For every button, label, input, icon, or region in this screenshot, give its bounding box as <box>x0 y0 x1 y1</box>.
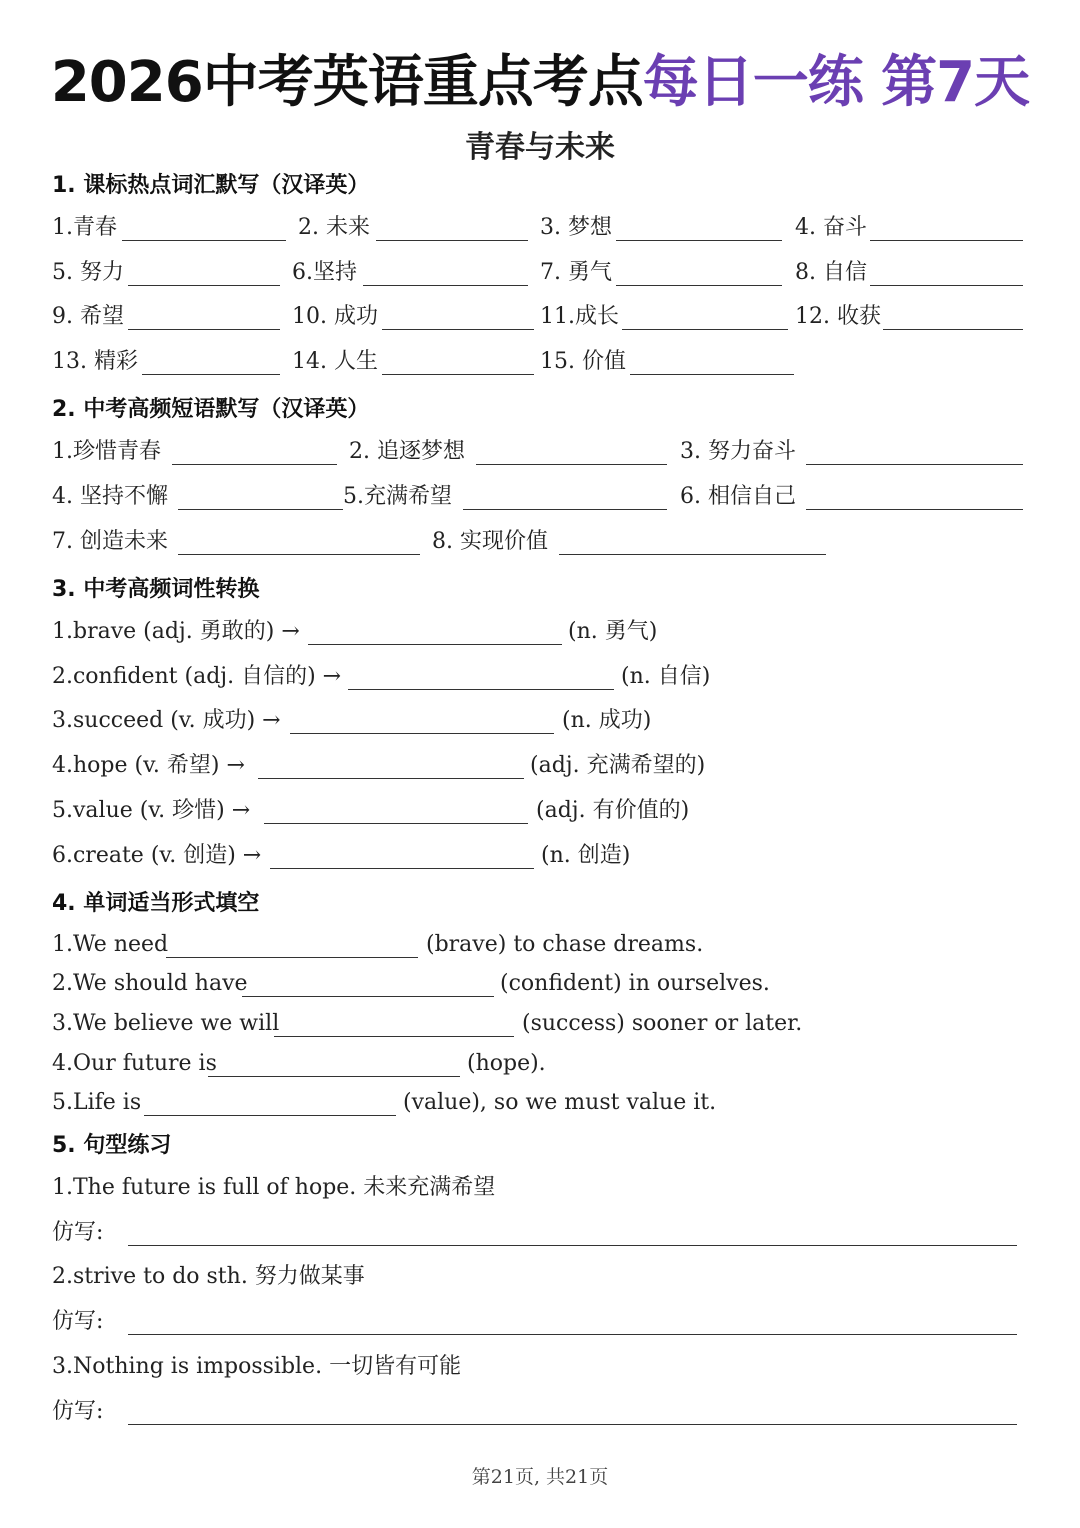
page-title <box>0 48 1080 118</box>
answer-blank[interactable] <box>166 957 418 958</box>
conversion-hint: (adj. 有价值的) <box>536 798 690 823</box>
title-part2: 每日一练 第7天 <box>642 50 1030 115</box>
answer-blank[interactable] <box>142 374 280 375</box>
conversion-hint: (n. 创造) <box>541 843 631 868</box>
answer-blank[interactable] <box>622 329 788 330</box>
answer-blank[interactable] <box>242 996 494 997</box>
vocab-item: 14. 人生 <box>292 349 378 374</box>
phrase-item: 6. 相信自己 <box>680 484 796 509</box>
fill-hint: (hope). <box>467 1051 546 1076</box>
section3-heading: 3. 中考高频词性转换 <box>52 577 260 602</box>
writing-line[interactable] <box>128 1245 1017 1246</box>
fill-prompt: 4.Our future is <box>52 1051 217 1076</box>
answer-blank[interactable] <box>122 240 286 241</box>
answer-blank[interactable] <box>806 464 1023 465</box>
section4-heading: 4. 单词适当形式填空 <box>52 891 260 916</box>
answer-blank[interactable] <box>178 554 420 555</box>
conversion-hint: (n. 成功) <box>562 708 652 733</box>
pattern-sentence: 2.strive to do sth. 努力做某事 <box>52 1264 365 1289</box>
vocab-item: 11.成长 <box>540 304 619 329</box>
answer-blank[interactable] <box>476 464 667 465</box>
answer-blank[interactable] <box>382 329 534 330</box>
vocab-item: 15. 价值 <box>540 349 626 374</box>
answer-blank[interactable] <box>270 868 534 869</box>
vocab-item: 12. 收获 <box>795 304 881 329</box>
answer-blank[interactable] <box>178 509 343 510</box>
conversion-hint: (n. 自信) <box>621 664 711 689</box>
vocab-item: 5. 努力 <box>52 260 124 285</box>
fill-prompt: 1.We need <box>52 932 169 957</box>
vocab-item: 8. 自信 <box>795 260 867 285</box>
section2-heading: 2. 中考高频短语默写（汉译英） <box>52 397 370 422</box>
answer-blank[interactable] <box>376 240 528 241</box>
answer-blank[interactable] <box>308 644 562 645</box>
section5-heading: 5. 句型练习 <box>52 1133 172 1158</box>
vocab-item: 7. 勇气 <box>540 260 612 285</box>
answer-blank[interactable] <box>172 464 337 465</box>
conversion-prompt: 4.hope (v. 希望) → <box>52 753 245 778</box>
answer-blank[interactable] <box>630 374 794 375</box>
answer-blank[interactable] <box>274 1036 514 1037</box>
fill-prompt: 3.We believe we will <box>52 1011 280 1036</box>
answer-blank[interactable] <box>870 240 1023 241</box>
page-subtitle: 青春与未来 <box>465 130 615 165</box>
page-footer: 第21页, 共21页 <box>471 1466 609 1488</box>
answer-blank[interactable] <box>382 374 534 375</box>
vocab-item: 9. 希望 <box>52 304 124 329</box>
vocab-item: 2. 未来 <box>298 215 370 240</box>
fill-hint: (success) sooner or later. <box>522 1011 803 1036</box>
section1-heading: 1. 课标热点词汇默写（汉译英） <box>52 173 370 198</box>
conversion-hint: (adj. 充满希望的) <box>530 753 706 778</box>
vocab-item: 4. 奋斗 <box>795 215 867 240</box>
phrase-item: 8. 实现价值 <box>432 529 548 554</box>
conversion-prompt: 3.succeed (v. 成功) → <box>52 708 281 733</box>
vocab-item: 3. 梦想 <box>540 215 612 240</box>
phrase-item: 5.充满希望 <box>343 484 452 509</box>
vocab-item: 10. 成功 <box>292 304 378 329</box>
answer-blank[interactable] <box>363 285 528 286</box>
fill-prompt: 2.We should have <box>52 971 248 996</box>
pattern-sentence: 1.The future is full of hope. 未来充满希望 <box>52 1175 496 1200</box>
vocab-item: 1.青春 <box>52 215 117 240</box>
vocab-item: 13. 精彩 <box>52 349 138 374</box>
phrase-item: 1.珍惜青春 <box>52 439 161 464</box>
conversion-prompt: 6.create (v. 创造) → <box>52 843 262 868</box>
conversion-prompt: 2.confident (adj. 自信的) → <box>52 664 342 689</box>
title-part1: 2026中考英语重点考点 <box>50 50 643 115</box>
imitate-label: 仿写: <box>52 1309 104 1334</box>
imitate-label: 仿写: <box>52 1220 104 1245</box>
conversion-prompt: 1.brave (adj. 勇敢的) → <box>52 619 300 644</box>
answer-blank[interactable] <box>806 509 1023 510</box>
writing-line[interactable] <box>128 1334 1017 1335</box>
answer-blank[interactable] <box>258 778 524 779</box>
vocab-item: 6.坚持 <box>292 260 357 285</box>
answer-blank[interactable] <box>348 689 614 690</box>
answer-blank[interactable] <box>144 1115 396 1116</box>
answer-blank[interactable] <box>616 285 782 286</box>
answer-blank[interactable] <box>128 285 280 286</box>
fill-hint: (value), so we must value it. <box>403 1090 717 1115</box>
answer-blank[interactable] <box>290 733 554 734</box>
writing-line[interactable] <box>128 1424 1017 1425</box>
answer-blank[interactable] <box>463 509 667 510</box>
imitate-label: 仿写: <box>52 1399 104 1424</box>
phrase-item: 3. 努力奋斗 <box>680 439 796 464</box>
phrase-item: 2. 追逐梦想 <box>349 439 465 464</box>
pattern-sentence: 3.Nothing is impossible. 一切皆有可能 <box>52 1354 462 1379</box>
fill-prompt: 5.Life is <box>52 1090 142 1115</box>
conversion-prompt: 5.value (v. 珍惜) → <box>52 798 251 823</box>
phrase-item: 4. 坚持不懈 <box>52 484 168 509</box>
phrase-item: 7. 创造未来 <box>52 529 168 554</box>
answer-blank[interactable] <box>870 285 1023 286</box>
answer-blank[interactable] <box>616 240 782 241</box>
answer-blank[interactable] <box>883 329 1023 330</box>
answer-blank[interactable] <box>264 823 528 824</box>
fill-hint: (brave) to chase dreams. <box>426 932 704 957</box>
conversion-hint: (n. 勇气) <box>568 619 658 644</box>
answer-blank[interactable] <box>559 554 826 555</box>
answer-blank[interactable] <box>128 329 280 330</box>
fill-hint: (confident) in ourselves. <box>500 971 770 996</box>
answer-blank[interactable] <box>208 1076 460 1077</box>
